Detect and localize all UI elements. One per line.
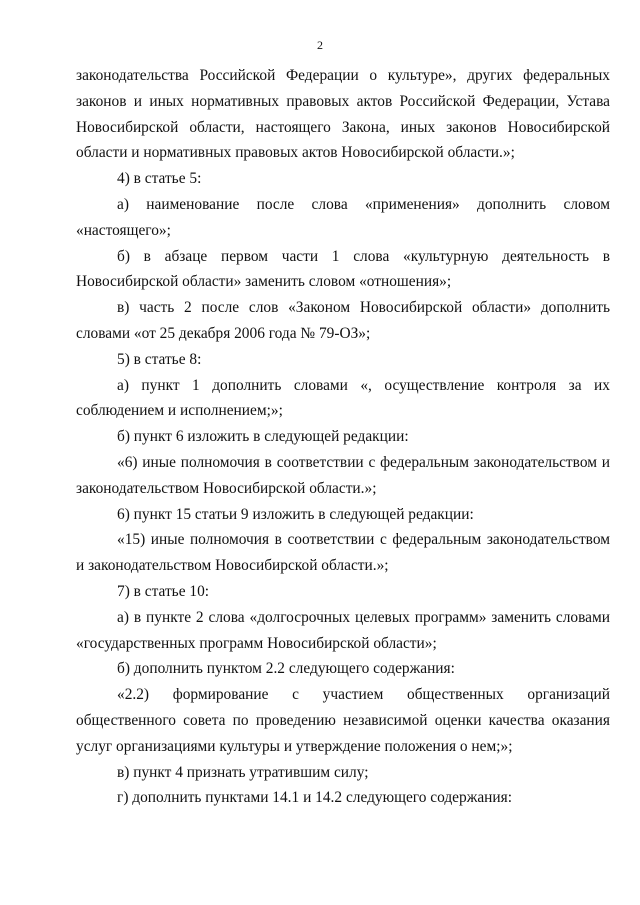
paragraph-item-5: 5) в статье 8: <box>117 350 202 368</box>
paragraph-item-7c: в) пункт 4 признать утратившим силу; <box>117 763 369 781</box>
document-body <box>76 63 610 811</box>
paragraph-item-7d: г) дополнить пунктами 14.1 и 14.2 следующего содержания: <box>117 789 512 807</box>
paragraph-item-4a: а) наименование после слова «применения» дополнить словом «настоящего»; <box>76 195 610 239</box>
paragraph-item-6-text: «15) иные полномочия в соответствии с федеральным законодательством и законодательством Новосибирской области.»; <box>76 531 610 575</box>
paragraph-continuation: законодательства Российской Федерации о культуре», других федеральных законов и иных нормативных правовых актов Российской Федерации, Устава Новосибирской области, настоящего Закона, иных законов Новосибирской области и нормативных правовых актов Новосибирской области.»; <box>76 67 610 162</box>
paragraph-item-5a: а) пункт 1 дополнить словами «, осуществление контроля за их соблюдением и исполнением;»; <box>76 376 610 420</box>
paragraph-item-7: 7) в статье 10: <box>117 582 210 600</box>
paragraph-item-4: 4) в статье 5: <box>117 170 202 188</box>
page-number: 2 <box>317 38 323 52</box>
paragraph-item-4b: б) в абзаце первом части 1 слова «культурную деятельность в Новосибирской области» заменить словом «отношения»; <box>76 247 610 291</box>
paragraph-item-4c: в) часть 2 после слов «Законом Новосибирской области» дополнить словами «от 25 декабря 2006 года № 79-ОЗ»; <box>76 299 610 342</box>
paragraph-item-7a: а) в пункте 2 слова «долгосрочных целевых программ» заменить словами «государственных программ Новосибирской области»; <box>76 608 610 652</box>
paragraph-item-7b: б) дополнить пунктом 2.2 следующего содержания: <box>117 660 455 678</box>
paragraph-item-7b-text: «2.2) формирование с участием общественных организаций общественного совета по проведению независимой оценки качества оказания услуг организациями культуры и утверждение положения о нем;»; <box>76 686 610 755</box>
paragraph-item-5b-text: «6) иные полномочия в соответствии с федеральным законодательством и законодательством Новосибирской области.»; <box>76 453 610 497</box>
paragraph-item-5b: б) пункт 6 изложить в следующей редакции: <box>117 428 409 446</box>
paragraph-item-6: 6) пункт 15 статьи 9 изложить в следующей редакции: <box>117 505 474 523</box>
